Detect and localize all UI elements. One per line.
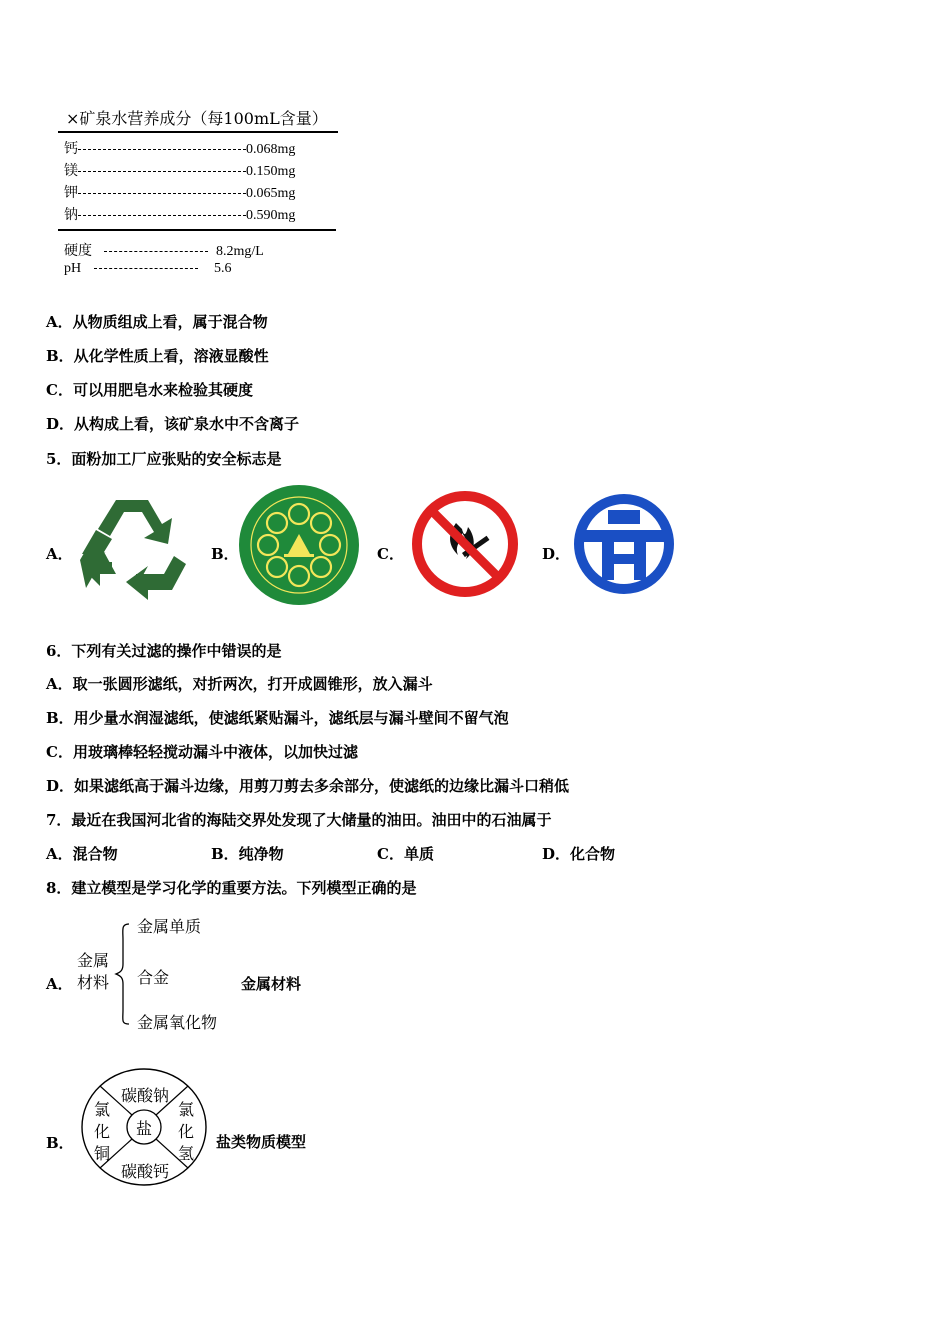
q5-label-d: D．: [542, 545, 571, 563]
q7-option-b: B．纯净物: [211, 845, 284, 863]
nutrient-name: 硬度: [64, 244, 92, 259]
q4-option-d: D．从构成上看，该矿泉水中不含离子: [46, 415, 300, 433]
q6-stem: 6．下列有关过滤的操作中错误的是: [46, 642, 282, 660]
nutrient-name: pH: [64, 261, 82, 276]
salt-right: 氯化氢: [178, 1100, 195, 1163]
q5-label-c: C．: [377, 545, 404, 563]
q6-option-c: C．用玻璃棒轻轻搅动漏斗中液体，以加快过滤: [46, 743, 358, 761]
q5-label-b: B．: [211, 545, 239, 563]
environmental-label-icon: [238, 484, 360, 606]
tree-item-3: 金属氧化物: [137, 1013, 218, 1032]
nutrient-name: 钾: [64, 186, 78, 201]
tree-item-2: 合金: [137, 968, 170, 987]
q5-stem: 5．面粉加工厂应张贴的安全标志是: [46, 450, 282, 468]
tree-item-1: 金属单质: [137, 917, 202, 936]
q4-option-c: C．可以用肥皂水来检验其硬度: [46, 381, 253, 399]
q7-option-c: C．单质: [377, 845, 434, 863]
nutrition-row-hardness: [64, 240, 264, 260]
salt-bottom: 碳酸钙: [121, 1162, 170, 1181]
nutrient-value: 8.2mg/L: [216, 244, 264, 259]
q4-option-b: B．从化学性质上看，溶液显酸性: [46, 347, 269, 365]
nutrient-value: 0.065mg: [246, 186, 296, 201]
q8-label-b: B．: [46, 1134, 74, 1152]
nutrient-value: 5.6: [214, 261, 232, 276]
q8-b-caption: 盐类物质模型: [216, 1133, 307, 1151]
q8-a-caption: 金属材料: [241, 975, 302, 993]
nutrition-title: ×矿泉水营养成分（每100mL含量）: [66, 109, 328, 128]
dash-leader: [94, 268, 198, 269]
nutrition-row-ph: [64, 261, 232, 277]
nutrient-value: 0.068mg: [246, 142, 296, 157]
recycle-icon: [76, 492, 188, 600]
nutrient-name: 钙: [64, 142, 78, 157]
dash-leader: [78, 193, 246, 194]
tree-root-line-1: 金属: [77, 951, 110, 970]
q6-option-d: D．如果滤纸高于漏斗边缘，用剪刀剪去多余部分，使滤纸的边缘比漏斗口稍低: [46, 777, 570, 795]
q8-stem: 8．建立模型是学习化学的重要方法。下列模型正确的是: [46, 879, 417, 897]
water-saving-icon: [574, 492, 674, 596]
salt-center: 盐: [136, 1119, 153, 1138]
q5-label-a: A．: [46, 545, 73, 563]
nutrition-row-k: [64, 182, 295, 202]
q8-label-a: A．: [46, 975, 73, 993]
dash-leader: [78, 149, 246, 150]
table-top-rule: [58, 131, 338, 133]
nutrient-value: 0.150mg: [246, 164, 296, 179]
table-bottom-rule: [58, 229, 336, 231]
salt-top: 碳酸钠: [121, 1086, 170, 1105]
dash-leader: [104, 251, 208, 252]
dash-leader: [78, 171, 246, 172]
q7-option-d: D．化合物: [542, 845, 616, 863]
nutrition-row-ca: [64, 138, 295, 158]
nutrition-row-na: [64, 204, 295, 224]
tree-brace: [113, 920, 133, 1028]
nutrient-name: 钠: [64, 208, 78, 223]
tree-root-line-2: 材料: [77, 973, 110, 992]
nutrient-value: 0.590mg: [246, 208, 296, 223]
q7-stem: 7．最近在我国河北省的海陆交界处发现了大储量的油田。油田中的石油属于: [46, 811, 552, 829]
q6-option-b: B．用少量水润湿滤纸，使滤纸紧贴漏斗，滤纸层与漏斗壁间不留气泡: [46, 709, 509, 727]
q7-option-a: A．混合物: [46, 845, 118, 863]
nutrient-name: 镁: [64, 164, 78, 179]
salt-left: 氯化铜: [94, 1100, 111, 1163]
dash-leader: [78, 215, 246, 216]
q4-option-a: A．从物质组成上看，属于混合物: [46, 313, 268, 331]
q6-option-a: A．取一张圆形滤纸，对折两次，打开成圆锥形，放入漏斗: [46, 675, 433, 693]
no-fire-icon: [410, 489, 520, 599]
nutrition-row-mg: [64, 160, 295, 180]
